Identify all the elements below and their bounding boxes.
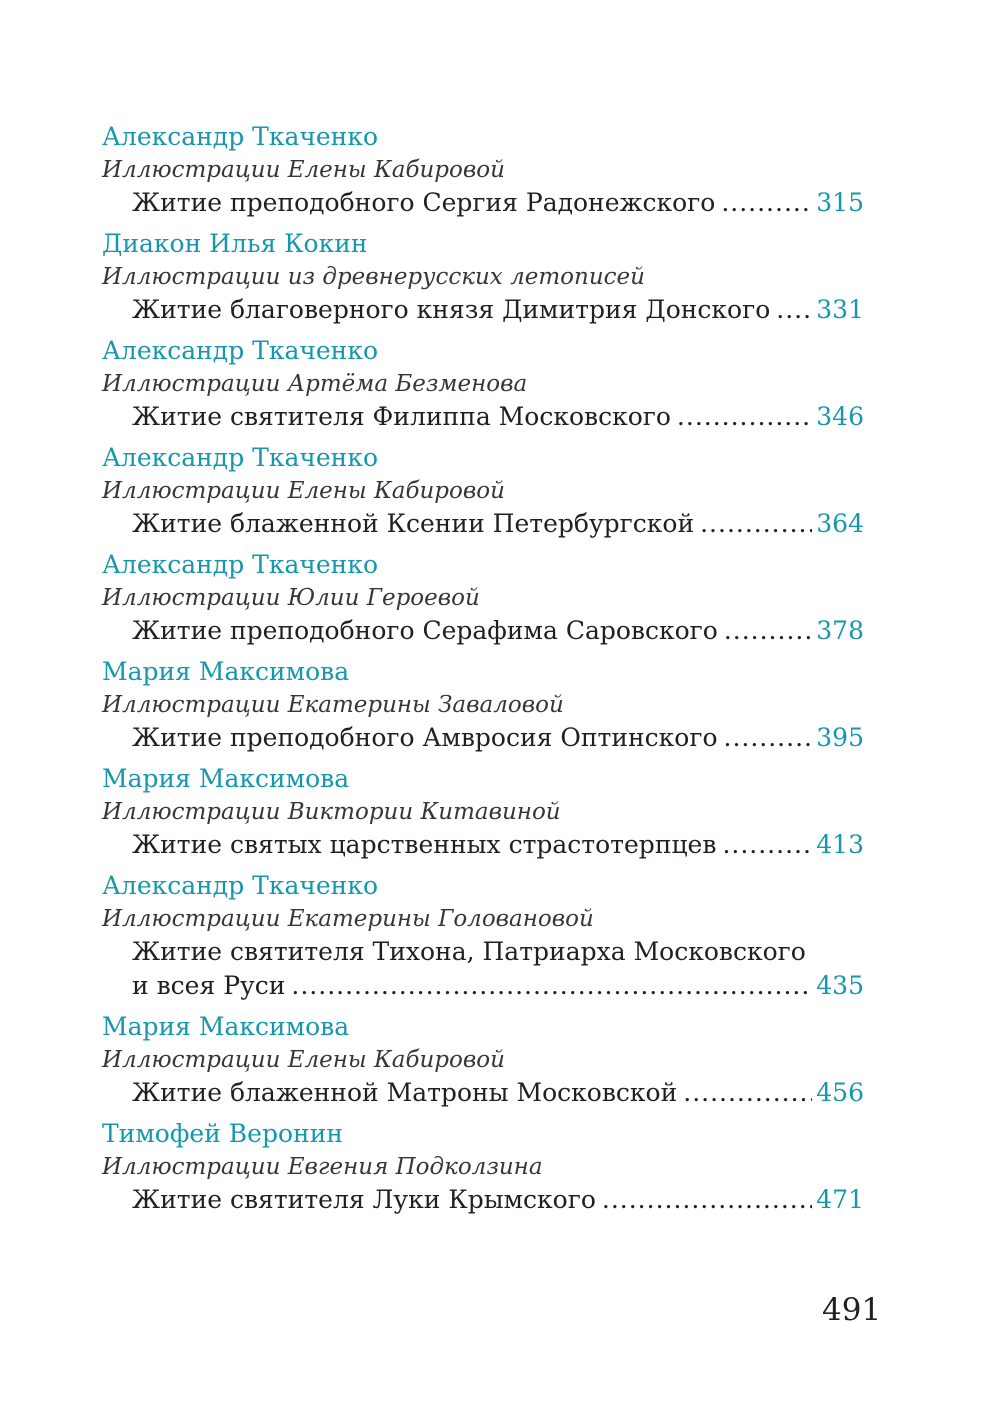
entry-illustrator: Иллюстрации из древнерусских летописей	[102, 264, 645, 290]
entry-title-line[interactable]	[132, 614, 864, 648]
entry-illustrator: Иллюстрации Екатерины Заваловой	[102, 692, 564, 718]
entry-title-line[interactable]	[132, 1076, 864, 1110]
entry-title-line[interactable]	[132, 507, 864, 541]
entry-author: Александр Ткаченко	[102, 871, 379, 900]
entry-title-continuation: и всея Руси	[132, 971, 286, 1000]
toc-entry	[102, 441, 864, 541]
toc-entry	[102, 548, 864, 648]
entry-page-number: 395	[816, 723, 864, 752]
entry-title: Житие святых царственных страстотерпцев	[132, 830, 717, 859]
entry-page-number: 435	[816, 971, 864, 1000]
entry-page-number: 331	[816, 295, 864, 324]
entry-author: Диакон Илья Кокин	[102, 229, 368, 258]
dot-leader	[677, 400, 812, 434]
dot-leader	[721, 186, 812, 220]
entry-title: Житие благоверного князя Димитрия Донского	[132, 295, 771, 324]
dot-leader	[291, 969, 812, 1003]
entry-title-line[interactable]	[132, 1183, 864, 1217]
entry-title-line[interactable]	[132, 293, 864, 327]
entry-title-line[interactable]	[132, 400, 864, 434]
dot-leader	[700, 507, 812, 541]
entry-title-first-line[interactable]: Житие святителя Тихона, Патриарха Московского	[132, 937, 806, 966]
entry-title: Житие преподобного Сергия Радонежского	[132, 188, 716, 217]
entry-page-number: 471	[816, 1185, 864, 1214]
entry-title: Житие блаженной Матроны Московской	[132, 1078, 678, 1107]
entry-page-number: 456	[816, 1078, 864, 1107]
table-of-contents	[102, 120, 864, 1224]
entry-title-line[interactable]	[132, 721, 864, 755]
entry-page-number: 413	[816, 830, 864, 859]
entry-page-number: 364	[816, 509, 864, 538]
dot-leader	[776, 293, 812, 327]
entry-title: Житие преподобного Амвросия Оптинского	[132, 723, 718, 752]
entry-illustrator: Иллюстрации Виктории Китавиной	[102, 799, 561, 825]
entry-page-number: 378	[816, 616, 864, 645]
toc-entry	[102, 120, 864, 220]
toc-entry	[102, 334, 864, 434]
entry-author: Мария Максимова	[102, 764, 350, 793]
entry-page-number: 315	[816, 188, 864, 217]
entry-illustrator: Иллюстрации Артёма Безменова	[102, 371, 528, 397]
entry-title-line[interactable]	[132, 186, 864, 220]
entry-author: Александр Ткаченко	[102, 336, 379, 365]
toc-entry	[102, 227, 864, 327]
toc-entry	[102, 762, 864, 862]
page-number: 491	[822, 1292, 882, 1328]
entry-page-number: 346	[816, 402, 864, 431]
entry-title: Житие блаженной Ксении Петербургской	[132, 509, 695, 538]
entry-author: Мария Максимова	[102, 657, 350, 686]
dot-leader	[722, 828, 812, 862]
entry-illustrator: Иллюстрации Екатерины Головановой	[102, 906, 594, 932]
entry-illustrator: Иллюстрации Елены Кабировой	[102, 1047, 505, 1073]
entry-illustrator: Иллюстрации Евгения Подколзина	[102, 1154, 543, 1180]
entry-title: Житие святителя Луки Крымского	[132, 1185, 596, 1214]
entry-author: Тимофей Веронин	[102, 1119, 344, 1148]
toc-entry	[102, 1010, 864, 1110]
entry-author: Александр Ткаченко	[102, 550, 379, 579]
entry-title-line[interactable]	[132, 969, 864, 1003]
entry-author: Мария Максимова	[102, 1012, 350, 1041]
entry-author: Александр Ткаченко	[102, 443, 379, 472]
toc-entry	[102, 869, 864, 1003]
dot-leader	[724, 614, 812, 648]
entry-title: Житие преподобного Серафима Саровского	[132, 616, 718, 645]
dot-leader	[683, 1076, 812, 1110]
toc-entry	[102, 655, 864, 755]
entry-author: Александр Ткаченко	[102, 122, 379, 151]
toc-entry	[102, 1117, 864, 1217]
entry-title-line[interactable]	[132, 828, 864, 862]
entry-title: Житие святителя Филиппа Московского	[132, 402, 671, 431]
entry-illustrator: Иллюстрации Елены Кабировой	[102, 478, 505, 504]
entry-illustrator: Иллюстрации Елены Кабировой	[102, 157, 505, 183]
dot-leader	[724, 721, 813, 755]
dot-leader	[602, 1183, 812, 1217]
entry-illustrator: Иллюстрации Юлии Героевой	[102, 585, 480, 611]
